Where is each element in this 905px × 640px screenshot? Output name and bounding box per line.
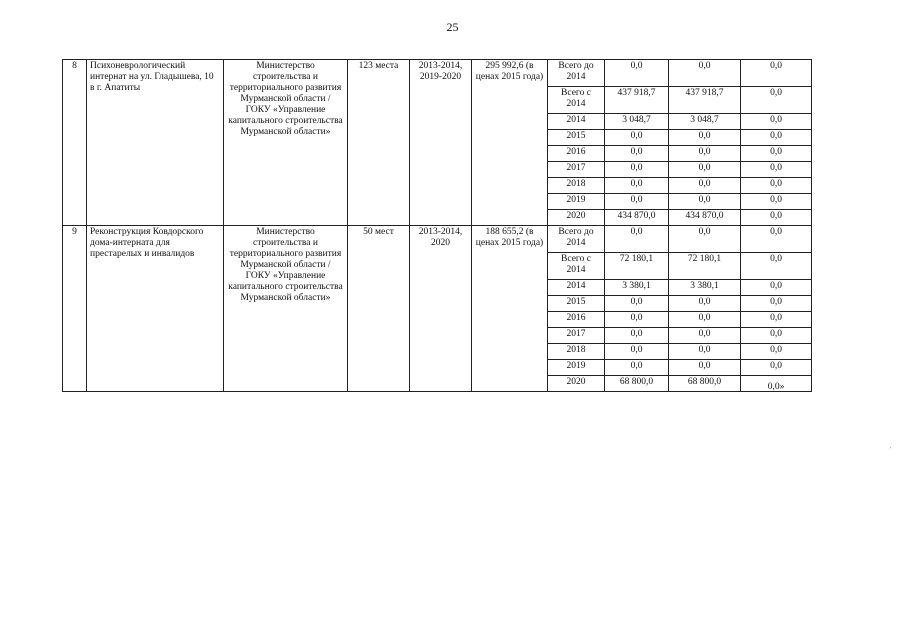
total-funding-value: 0,0 — [605, 146, 669, 162]
customer: Министерство строительства и территориального развития Мурманской области / ГОКУ «Управление капитального строительства Мурманской области» — [224, 60, 348, 226]
year-label: 2016 — [548, 312, 605, 328]
regional-budget-value: 0,0 — [669, 60, 741, 87]
table-row — [63, 226, 812, 253]
regional-budget-value: 3 048,7 — [669, 114, 741, 130]
other-funding-value: 0,0 — [741, 87, 812, 114]
regional-budget-value: 0,0 — [669, 226, 741, 253]
capacity: 50 мест — [348, 226, 410, 392]
year-label: Всего с 2014 — [548, 253, 605, 280]
table-row — [63, 60, 812, 87]
year-label: 2018 — [548, 344, 605, 360]
page-number: 25 — [446, 20, 459, 34]
year-label: 2014 — [548, 114, 605, 130]
regional-budget-value: 0,0 — [669, 344, 741, 360]
year-label: 2018 — [548, 178, 605, 194]
other-funding-value: 0,0 — [741, 312, 812, 328]
other-funding-value: 0,0 — [741, 360, 812, 376]
year-label: 2017 — [548, 328, 605, 344]
capacity: 123 места — [348, 60, 410, 226]
total-funding-value: 68 800,0 — [605, 376, 669, 392]
regional-budget-value: 68 800,0 — [669, 376, 741, 392]
object-name: Реконструкция Ковдорского дома-интерната для престарелых и инвалидов — [87, 226, 224, 392]
total-funding-value: 3 048,7 — [605, 114, 669, 130]
regional-budget-value: 3 380,1 — [669, 280, 741, 296]
other-funding-value: 0,0 — [741, 178, 812, 194]
regional-budget-value: 0,0 — [669, 312, 741, 328]
construction-period: 2013-2014, 2020 — [410, 226, 472, 392]
customer: Министерство строительства и территориального развития Мурманской области / ГОКУ «Управление капитального строительства Мурманской области» — [224, 226, 348, 392]
other-funding-value: 0,0 — [741, 194, 812, 210]
other-funding-value: 0,0 — [741, 210, 812, 226]
total-funding-value: 0,0 — [605, 296, 669, 312]
total-funding-value: 0,0 — [605, 360, 669, 376]
investment-table — [62, 59, 812, 392]
year-label: Всего до 2014 — [548, 60, 605, 87]
year-label: Всего до 2014 — [548, 226, 605, 253]
scan-speck: ' — [890, 447, 892, 453]
total-funding-value: 72 180,1 — [605, 253, 669, 280]
row-number: 9 — [63, 226, 87, 392]
other-funding-value: 0,0 — [741, 344, 812, 360]
other-funding-value: 0,0 — [741, 280, 812, 296]
other-funding-value: 0,0 — [741, 328, 812, 344]
year-label: Всего с 2014 — [548, 87, 605, 114]
other-funding-value-cell — [741, 376, 812, 392]
total-funding-value: 0,0 — [605, 162, 669, 178]
total-funding-value: 0,0 — [605, 226, 669, 253]
estimated-cost: 188 655,2 (в ценах 2015 года) — [472, 226, 548, 392]
regional-budget-value: 0,0 — [669, 146, 741, 162]
year-label: 2017 — [548, 162, 605, 178]
other-funding-value: 0,0 — [741, 162, 812, 178]
total-funding-value: 3 380,1 — [605, 280, 669, 296]
other-funding-value: 0,0 — [741, 60, 812, 87]
estimated-cost: 295 992,6 (в ценах 2015 года) — [472, 60, 548, 226]
regional-budget-value: 0,0 — [669, 296, 741, 312]
total-funding-value: 0,0 — [605, 328, 669, 344]
regional-budget-value: 0,0 — [669, 360, 741, 376]
regional-budget-value: 437 918,7 — [669, 87, 741, 114]
year-label: 2020 — [548, 210, 605, 226]
other-funding-value: 0,0 — [741, 114, 812, 130]
regional-budget-value: 0,0 — [669, 178, 741, 194]
regional-budget-value: 72 180,1 — [669, 253, 741, 280]
regional-budget-value: 0,0 — [669, 162, 741, 178]
total-funding-value: 0,0 — [605, 130, 669, 146]
total-funding-value: 0,0 — [605, 194, 669, 210]
regional-budget-value: 0,0 — [669, 130, 741, 146]
total-funding-value: 0,0 — [605, 344, 669, 360]
row-number: 8 — [63, 60, 87, 226]
regional-budget-value: 0,0 — [669, 328, 741, 344]
year-label: 2020 — [548, 376, 605, 392]
year-label: 2015 — [548, 296, 605, 312]
other-funding-value: 0,0» — [767, 382, 785, 392]
year-label: 2015 — [548, 130, 605, 146]
regional-budget-value: 434 870,0 — [669, 210, 741, 226]
total-funding-value: 0,0 — [605, 60, 669, 87]
other-funding-value: 0,0 — [741, 253, 812, 280]
object-name: Психоневрологический интернат на ул. Гладышева, 10 в г. Апатиты — [87, 60, 224, 226]
year-label: 2019 — [548, 194, 605, 210]
total-funding-value: 434 870,0 — [605, 210, 669, 226]
total-funding-value: 0,0 — [605, 178, 669, 194]
construction-period: 2013-2014, 2019-2020 — [410, 60, 472, 226]
total-funding-value: 437 918,7 — [605, 87, 669, 114]
regional-budget-value: 0,0 — [669, 194, 741, 210]
total-funding-value: 0,0 — [605, 312, 669, 328]
year-label: 2016 — [548, 146, 605, 162]
table-body — [63, 60, 812, 392]
other-funding-value: 0,0 — [741, 130, 812, 146]
other-funding-value: 0,0 — [741, 146, 812, 162]
year-label: 2014 — [548, 280, 605, 296]
year-label: 2019 — [548, 360, 605, 376]
other-funding-value: 0,0 — [741, 296, 812, 312]
other-funding-value: 0,0 — [741, 226, 812, 253]
